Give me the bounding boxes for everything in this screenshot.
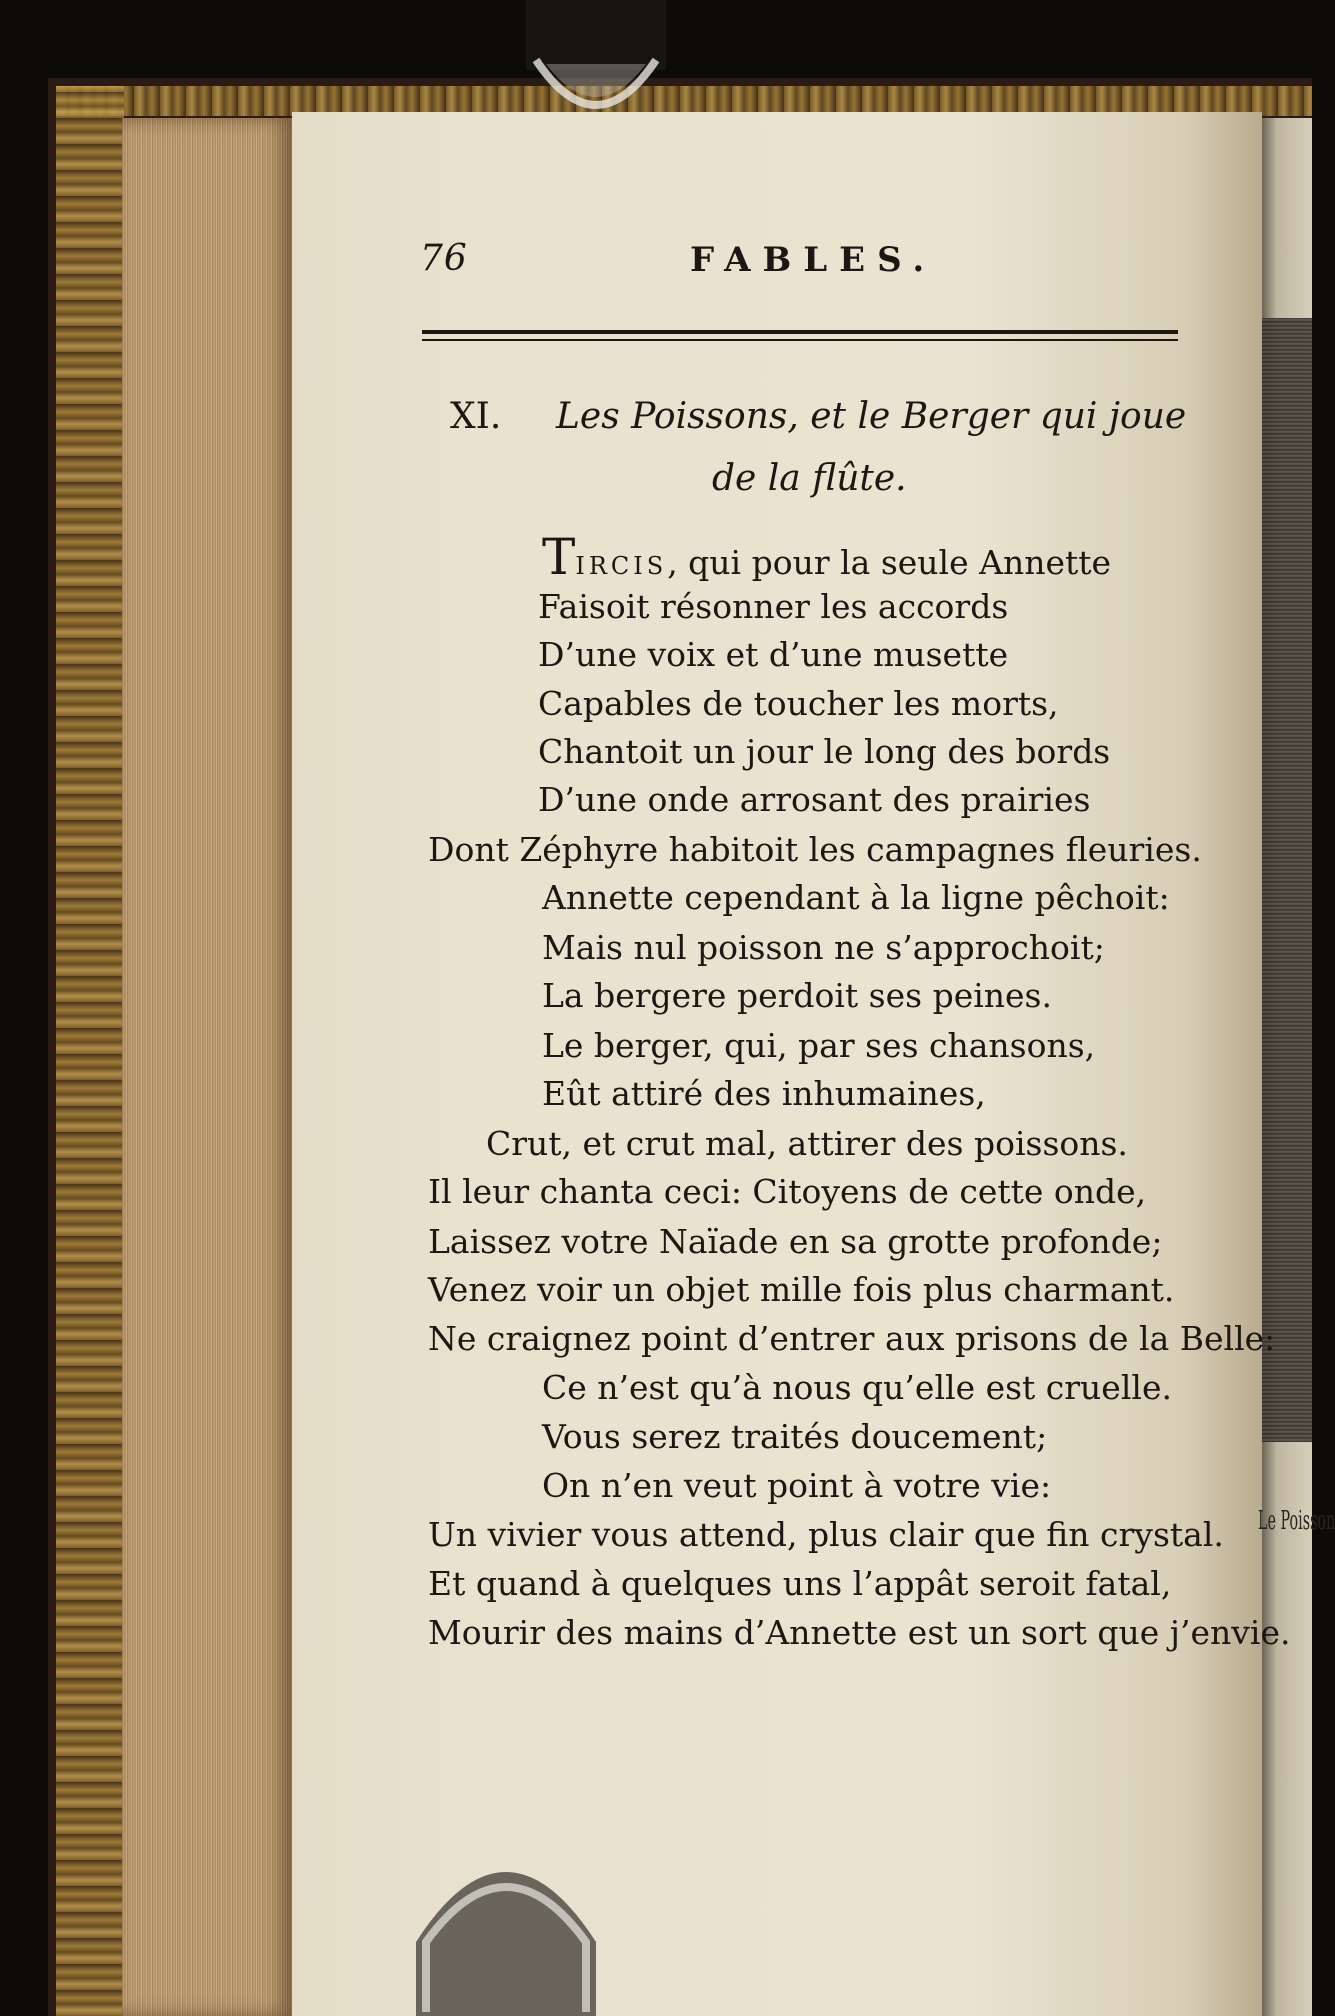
verse-line: Mais nul poisson ne s’approchoit; — [542, 928, 1105, 967]
verse-line: Capables de toucher les morts, — [538, 684, 1059, 723]
verse-line: Et quand à quelques uns l’appât seroit fatal, — [428, 1564, 1172, 1603]
verse-line: Vous serez traités doucement; — [542, 1417, 1048, 1456]
header-rule-thin — [422, 339, 1178, 341]
verse-line: Mourir des mains d’Annette est un sort que j’envie. — [428, 1613, 1291, 1652]
page-number: 76 — [420, 238, 468, 279]
verse-line: Laissez votre Naïade en sa grotte profonde; — [428, 1222, 1163, 1261]
drop-cap: T — [542, 528, 576, 586]
verse-line: La bergere perdoit ses peines. — [542, 976, 1052, 1015]
verse-line: Dont Zéphyre habitoit les campagnes fleuries. — [428, 830, 1202, 869]
verse-text: , qui pour la seule Annette — [667, 543, 1112, 582]
header-rule-thick — [422, 330, 1178, 334]
verse-line: Ce n’est qu’à nous qu’elle est cruelle. — [542, 1368, 1172, 1407]
verse-line: Annette cependant à la ligne pêchoit: — [542, 878, 1170, 917]
verse-line: D’une voix et d’une musette — [538, 635, 1009, 674]
verse-line: D’une onde arrosant des prairies — [538, 780, 1091, 819]
engraving-caption: Le Poisson — [1258, 1506, 1335, 1536]
fable-number: XI. — [450, 396, 502, 437]
fable-title-line2: de la flûte. — [712, 458, 907, 499]
verse-line: Chantoit un jour le long des bords — [538, 732, 1111, 771]
verse-line: Eût attiré des inhumaines, — [542, 1074, 986, 1113]
verse-line: On n’en veut point à votre vie: — [542, 1466, 1052, 1505]
verse-line: Venez voir un objet mille fois plus charmant. — [428, 1270, 1175, 1309]
verse-line: Crut, et crut mal, attirer des poissons. — [486, 1124, 1128, 1163]
verse-line: Il leur chanta ceci: Citoyens de cette onde, — [428, 1172, 1147, 1211]
verse-line: Faisoit résonner les accords — [538, 587, 1009, 626]
verse-line: Ne craignez point d’entrer aux prisons de la Belle: — [428, 1319, 1276, 1358]
verse-line — [542, 528, 1112, 586]
running-head: FABLES. — [690, 240, 937, 280]
fable-title-line1: Les Poissons, et le Berger qui joue — [556, 396, 1187, 437]
verse-line: Le berger, qui, par ses chansons, — [542, 1026, 1096, 1065]
small-caps-name: IRCIS — [575, 552, 668, 580]
verse-line: Un vivier vous attend, plus clair que fin crystal. — [428, 1515, 1224, 1554]
